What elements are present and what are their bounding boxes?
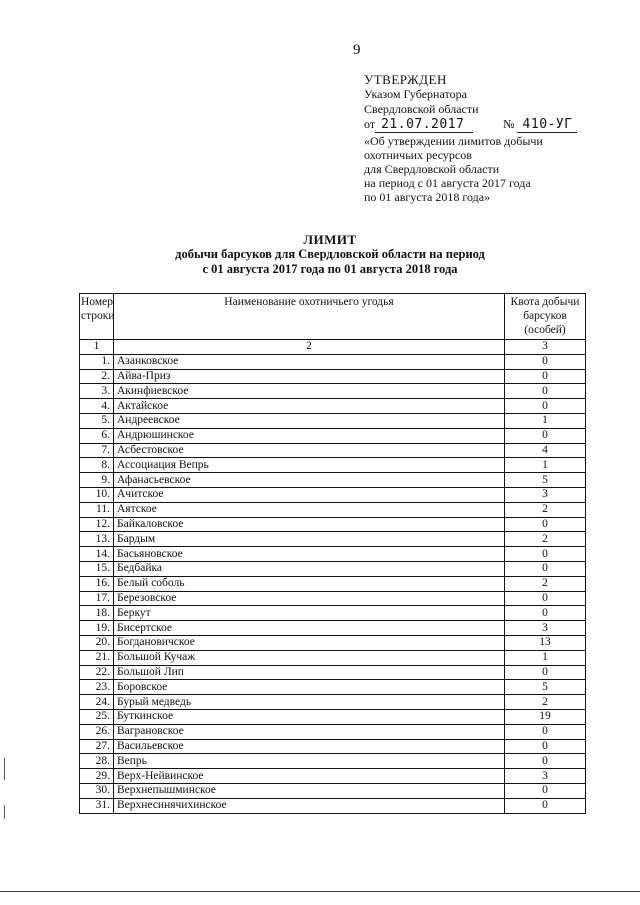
area-name: Афанасьевское xyxy=(114,473,505,488)
area-name: Азанковское xyxy=(114,354,505,369)
table-row xyxy=(80,413,586,428)
table-row xyxy=(80,399,586,414)
area-name: Буткинское xyxy=(114,709,505,724)
quota-value: 0 xyxy=(505,591,586,606)
area-name: Вепрь xyxy=(114,754,505,769)
header-quota: Квота добычи барсуков (особей) xyxy=(505,294,586,340)
table-row xyxy=(80,783,586,798)
row-number: 2. xyxy=(80,369,114,384)
quota-value: 13 xyxy=(505,635,586,650)
quota-value: 1 xyxy=(505,413,586,428)
table-row xyxy=(80,561,586,576)
quota-value: 0 xyxy=(505,428,586,443)
header-row-number: Номер строки xyxy=(80,294,114,340)
area-name: Андреевское xyxy=(114,413,505,428)
row-number: 15. xyxy=(80,561,114,576)
table-row xyxy=(80,517,586,532)
quota-value: 2 xyxy=(505,502,586,517)
table-row xyxy=(80,665,586,680)
number-sign: № xyxy=(503,117,515,131)
row-number: 19. xyxy=(80,621,114,636)
quota-value: 0 xyxy=(505,724,586,739)
table-row xyxy=(80,798,586,813)
table-row xyxy=(80,635,586,650)
area-name: Бедбайка xyxy=(114,561,505,576)
area-name: Аятское xyxy=(114,502,505,517)
area-name: Бисертское xyxy=(114,621,505,636)
quota-value: 0 xyxy=(505,547,586,562)
table-row xyxy=(80,458,586,473)
quota-value: 19 xyxy=(505,709,586,724)
table-row xyxy=(80,384,586,399)
area-name: Бурый медведь xyxy=(114,695,505,710)
scan-margin-mark xyxy=(4,805,5,819)
table-row xyxy=(80,354,586,369)
area-name: Беркут xyxy=(114,606,505,621)
quota-value: 0 xyxy=(505,354,586,369)
area-name: Бардым xyxy=(114,532,505,547)
row-number: 4. xyxy=(80,399,114,414)
table-row xyxy=(80,709,586,724)
area-name: Андрюшинское xyxy=(114,428,505,443)
scan-margin-mark xyxy=(4,758,5,780)
from-prefix: от xyxy=(364,117,376,131)
table-row xyxy=(80,695,586,710)
row-number: 6. xyxy=(80,428,114,443)
table-row xyxy=(80,369,586,384)
row-number: 1. xyxy=(80,354,114,369)
area-name: Актайское xyxy=(114,399,505,414)
quota-value: 0 xyxy=(505,739,586,754)
table-row xyxy=(80,428,586,443)
quota-value: 0 xyxy=(505,665,586,680)
quota-value: 0 xyxy=(505,369,586,384)
table-row xyxy=(80,754,586,769)
approved-heading: УТВЕРЖДЕН xyxy=(364,72,447,87)
quote-line: по 01 августа 2018 года» xyxy=(364,190,491,204)
quote-line: для Свердловской области xyxy=(364,162,500,176)
column-index-row xyxy=(80,340,586,355)
area-name: Березовское xyxy=(114,591,505,606)
row-number: 27. xyxy=(80,739,114,754)
row-number: 3. xyxy=(80,384,114,399)
table-header-row xyxy=(80,294,586,340)
header-area-name: Наименование охотничьего угодья xyxy=(114,294,505,340)
row-number: 12. xyxy=(80,517,114,532)
approved-region: Свердловской области xyxy=(364,102,479,116)
table-row xyxy=(80,606,586,621)
quota-value: 0 xyxy=(505,606,586,621)
limits-table xyxy=(79,293,586,814)
area-name: Ачитское xyxy=(114,487,505,502)
quota-value: 3 xyxy=(505,769,586,784)
title-line-3: с 01 августа 2017 года по 01 августа 2018 года xyxy=(202,262,458,276)
area-name: Верхнепышминское xyxy=(114,783,505,798)
row-number: 26. xyxy=(80,724,114,739)
row-number: 17. xyxy=(80,591,114,606)
table-row xyxy=(80,532,586,547)
quota-value: 5 xyxy=(505,473,586,488)
scan-bottom-edge xyxy=(0,891,640,892)
area-name: Асбестовское xyxy=(114,443,505,458)
row-number: 25. xyxy=(80,709,114,724)
area-name: Большой Лип xyxy=(114,665,505,680)
quota-value: 5 xyxy=(505,680,586,695)
quota-value: 0 xyxy=(505,561,586,576)
table-row xyxy=(80,591,586,606)
decree-reference xyxy=(364,117,577,133)
row-number: 20. xyxy=(80,635,114,650)
quote-line: «Об утверждении лимитов добычи xyxy=(364,134,543,148)
quota-value: 0 xyxy=(505,754,586,769)
table-row xyxy=(80,739,586,754)
quota-value: 1 xyxy=(505,458,586,473)
row-number: 22. xyxy=(80,665,114,680)
area-name: Айва-Приз xyxy=(114,369,505,384)
row-number: 29. xyxy=(80,769,114,784)
quota-value: 2 xyxy=(505,576,586,591)
table-row xyxy=(80,650,586,665)
table-row xyxy=(80,724,586,739)
table-row xyxy=(80,769,586,784)
row-number: 8. xyxy=(80,458,114,473)
table-row xyxy=(80,502,586,517)
quota-value: 2 xyxy=(505,532,586,547)
area-name: Большой Кучаж xyxy=(114,650,505,665)
area-name: Верхнесинячихинское xyxy=(114,798,505,813)
quota-value: 3 xyxy=(505,487,586,502)
row-number: 11. xyxy=(80,502,114,517)
column-index: 3 xyxy=(505,340,586,355)
row-number: 10. xyxy=(80,487,114,502)
row-number: 7. xyxy=(80,443,114,458)
quota-value: 1 xyxy=(505,650,586,665)
quota-value: 0 xyxy=(505,399,586,414)
row-number: 30. xyxy=(80,783,114,798)
table-row xyxy=(80,576,586,591)
area-name: Богдановичское xyxy=(114,635,505,650)
row-number: 21. xyxy=(80,650,114,665)
column-index: 1 xyxy=(80,340,114,355)
decree-title-quote xyxy=(364,134,577,204)
area-name: Байкаловское xyxy=(114,517,505,532)
row-number: 5. xyxy=(80,413,114,428)
table-row xyxy=(80,680,586,695)
row-number: 31. xyxy=(80,798,114,813)
row-number: 18. xyxy=(80,606,114,621)
row-number: 23. xyxy=(80,680,114,695)
title-line-2: добычи барсуков для Свердловской области на период xyxy=(175,247,485,261)
quota-value: 0 xyxy=(505,783,586,798)
document-title xyxy=(0,232,640,277)
row-number: 16. xyxy=(80,576,114,591)
area-name: Басьяновское xyxy=(114,547,505,562)
page-number: 9 xyxy=(353,42,361,58)
approval-stamp xyxy=(364,72,577,204)
quota-value: 0 xyxy=(505,798,586,813)
area-name: Ваграновское xyxy=(114,724,505,739)
quota-value: 0 xyxy=(505,384,586,399)
column-index: 2 xyxy=(114,340,505,355)
quote-line: охотничьих ресурсов xyxy=(364,148,472,162)
table-row xyxy=(80,473,586,488)
table-row xyxy=(80,547,586,562)
decree-date: 21.07.2017 xyxy=(375,117,473,133)
table-row xyxy=(80,621,586,636)
area-name: Белый соболь xyxy=(114,576,505,591)
row-number: 28. xyxy=(80,754,114,769)
quota-value: 4 xyxy=(505,443,586,458)
row-number: 9. xyxy=(80,473,114,488)
row-number: 24. xyxy=(80,695,114,710)
area-name: Васильевское xyxy=(114,739,505,754)
area-name: Акинфиевское xyxy=(114,384,505,399)
area-name: Боровское xyxy=(114,680,505,695)
approved-by: Указом Губернатора xyxy=(364,87,467,101)
table-row xyxy=(80,443,586,458)
quota-value: 0 xyxy=(505,517,586,532)
row-number: 14. xyxy=(80,547,114,562)
row-number: 13. xyxy=(80,532,114,547)
quote-line: на период с 01 августа 2017 года xyxy=(364,176,531,190)
area-name: Верх-Нейвинское xyxy=(114,769,505,784)
quota-value: 2 xyxy=(505,695,586,710)
quota-value: 3 xyxy=(505,621,586,636)
decree-number: 410-УГ xyxy=(517,117,577,133)
title-line-1: ЛИМИТ xyxy=(303,232,357,247)
table-row xyxy=(80,487,586,502)
area-name: Ассоциация Вепрь xyxy=(114,458,505,473)
